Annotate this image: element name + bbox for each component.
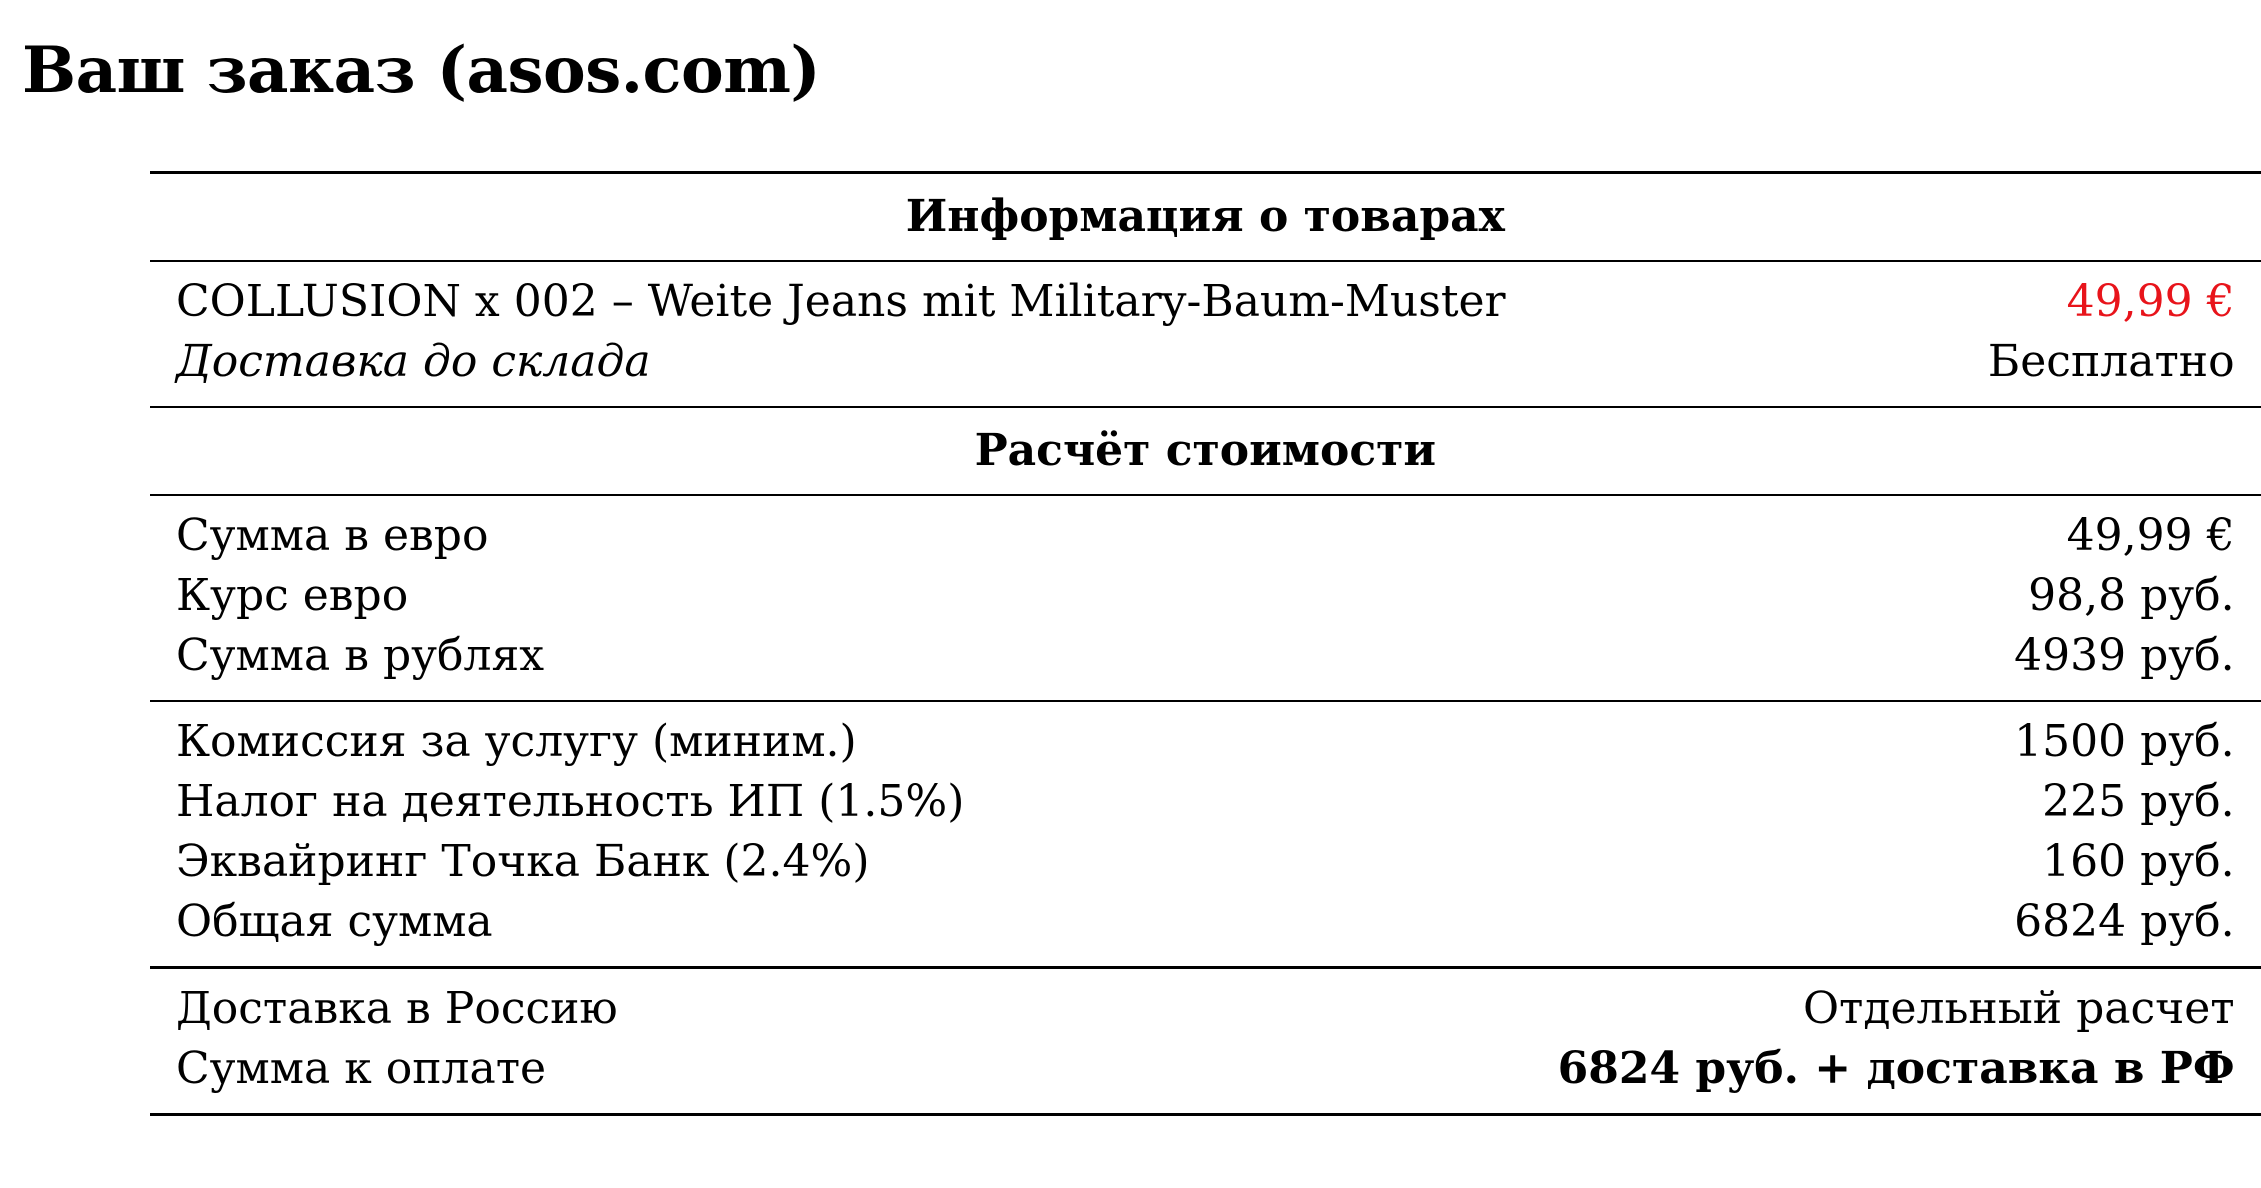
calc-section-header-row: [150, 407, 2261, 495]
order-table: [150, 171, 2261, 1116]
euro-rate-row: [150, 566, 2261, 626]
tax-row: [150, 772, 2261, 832]
product-price: 49,99 €: [2066, 276, 2235, 327]
acquiring-label: Эквайринг Точка Банк (2.4%): [176, 836, 870, 887]
tax-value: 225 руб.: [2042, 776, 2235, 827]
page-title: Ваш заказ (asos.com): [22, 33, 821, 108]
items-section-header-row: [150, 173, 2261, 262]
euro-rate-value: 98,8 руб.: [2028, 570, 2235, 621]
amount-due-value: 6824 руб. + доставка в РФ: [1557, 1043, 2235, 1094]
acquiring-row: [150, 832, 2261, 892]
sum-euro-value: 49,99 €: [2066, 510, 2235, 561]
acquiring-value: 160 руб.: [2042, 836, 2235, 887]
amount-due-label: Сумма к оплате: [176, 1043, 547, 1094]
product-row: [150, 261, 2261, 332]
total-label: Общая сумма: [176, 896, 493, 947]
russia-delivery-row: [150, 968, 2261, 1040]
warehouse-delivery-value: Бесплатно: [1987, 336, 2235, 387]
russia-delivery-label: Доставка в Россию: [176, 983, 618, 1034]
euro-rate-label: Курс евро: [176, 570, 409, 621]
calc-section-header: Расчёт стоимости: [974, 425, 1437, 476]
product-name: COLLUSION x 002 – Weite Jeans mit Military-Baum-Muster: [176, 276, 1506, 327]
tax-label: Налог на деятельность ИП (1.5%): [176, 776, 965, 827]
warehouse-delivery-row: [150, 332, 2261, 407]
sum-euro-row: [150, 495, 2261, 566]
sum-rub-label: Сумма в рублях: [176, 630, 545, 681]
total-row: [150, 892, 2261, 968]
sum-rub-row: [150, 626, 2261, 701]
sum-rub-value: 4939 руб.: [2014, 630, 2235, 681]
amount-due-row: [150, 1039, 2261, 1115]
warehouse-delivery-label: Доставка до склада: [176, 336, 651, 387]
total-value: 6824 руб.: [2014, 896, 2235, 947]
items-section-header: Информация о товарах: [905, 191, 1505, 242]
service-fee-row: [150, 701, 2261, 772]
sum-euro-label: Сумма в евро: [176, 510, 489, 561]
russia-delivery-value: Отдельный расчет: [1802, 983, 2235, 1034]
service-fee-label: Комиссия за услугу (миним.): [176, 716, 857, 767]
service-fee-value: 1500 руб.: [2014, 716, 2235, 767]
